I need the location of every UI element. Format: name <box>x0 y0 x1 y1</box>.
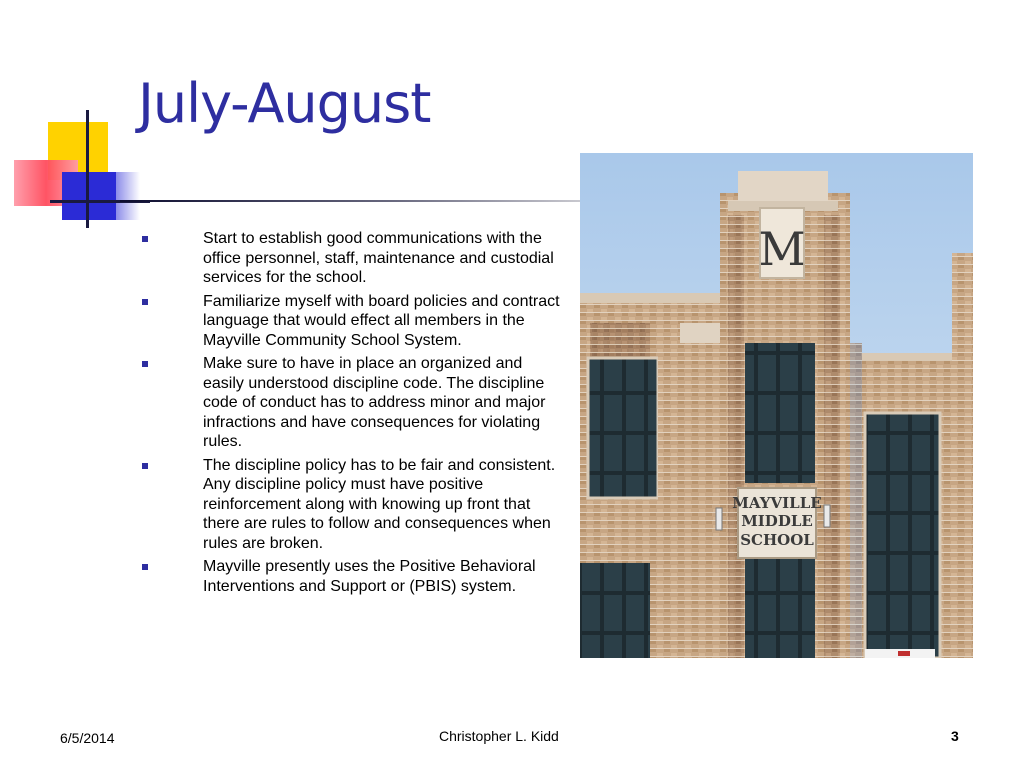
sign-line-1: MAYVILLE <box>732 494 822 512</box>
slide-title: July-August <box>138 72 431 135</box>
bullet-text: Familiarize myself with board policies and contract language that would effect all members in the Mayville Community School System. <box>203 292 560 349</box>
bullet-text: Start to establish good communications with the office personnel, staff, maintenance and custodial services for the school. <box>203 230 554 286</box>
sign-line-2: MIDDLE <box>741 512 813 530</box>
bullet-text: Mayville presently uses the Positive Behavioral Interventions and Support or (PBIS) system. <box>203 558 536 595</box>
bullet-square-icon <box>142 236 148 242</box>
bullet-square-icon <box>142 463 148 469</box>
sign-line-3: SCHOOL <box>740 531 814 549</box>
bullet-item <box>142 229 562 288</box>
footer-author: Christopher L. Kidd <box>439 728 559 744</box>
bullet-text: Make sure to have in place an organized and easily understood discipline code. The discipline code of conduct has to address minor and major infractions and have consequences for violating rules. <box>203 355 546 450</box>
bullet-square-icon <box>142 299 148 305</box>
school-building-photo <box>580 153 973 658</box>
blue-fade <box>100 172 140 220</box>
page-number: 3 <box>951 728 959 744</box>
bullet-text: The discipline policy has to be fair and consistent. Any discipline policy must have positive reinforcement along with knowing up front that there are rules to follow and consequences when rules are broken. <box>203 456 556 552</box>
vertical-rule <box>86 110 89 228</box>
bullet-item <box>142 557 562 596</box>
bullet-item <box>142 292 562 351</box>
bullet-item <box>142 456 562 554</box>
title-underline <box>120 200 580 202</box>
footer-date: 6/5/2014 <box>60 730 115 746</box>
monogram-text: M <box>758 222 806 276</box>
bullet-list <box>142 229 562 600</box>
bullet-square-icon <box>142 564 148 570</box>
slide-decoration <box>0 0 160 240</box>
bullet-item <box>142 354 562 452</box>
bullet-square-icon <box>142 361 148 367</box>
